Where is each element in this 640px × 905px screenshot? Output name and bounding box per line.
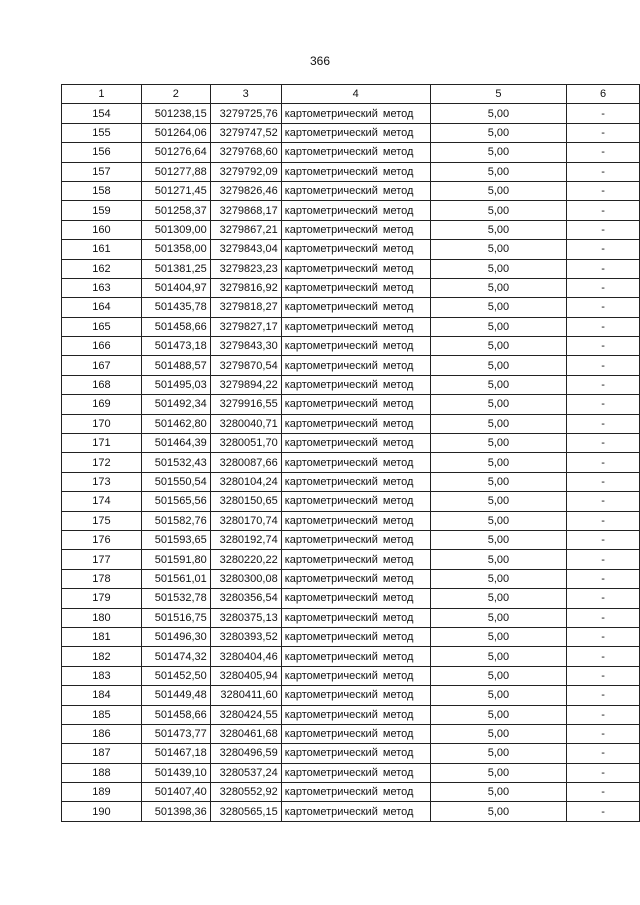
cell-y-coordinate: 3280461,68 [210, 724, 281, 743]
cell-y-coordinate: 3280300,08 [210, 569, 281, 588]
cell-x-coordinate: 501467,18 [141, 744, 210, 763]
table-row [62, 608, 640, 627]
cell-point-number: 165 [62, 317, 142, 336]
cell-point-number: 173 [62, 472, 142, 491]
cell-method: картометрический метод [281, 627, 430, 646]
cell-y-coordinate: 3280104,24 [210, 472, 281, 491]
cell-accuracy: 5,00 [430, 259, 567, 278]
table-row [62, 511, 640, 530]
cell-x-coordinate: 501593,65 [141, 530, 210, 549]
cell-accuracy: 5,00 [430, 356, 567, 375]
cell-point-number: 168 [62, 375, 142, 394]
cell-accuracy: 5,00 [430, 492, 567, 511]
cell-y-coordinate: 3279843,30 [210, 337, 281, 356]
cell-x-coordinate: 501550,54 [141, 472, 210, 491]
cell-accuracy: 5,00 [430, 530, 567, 549]
cell-note: - [567, 201, 640, 220]
cell-note: - [567, 375, 640, 394]
table-row [62, 569, 640, 588]
cell-y-coordinate: 3279870,54 [210, 356, 281, 375]
cell-point-number: 190 [62, 802, 142, 821]
cell-note: - [567, 763, 640, 782]
cell-y-coordinate: 3280537,24 [210, 763, 281, 782]
cell-accuracy: 5,00 [430, 181, 567, 200]
cell-method: картометрический метод [281, 724, 430, 743]
cell-x-coordinate: 501488,57 [141, 356, 210, 375]
cell-accuracy: 5,00 [430, 550, 567, 569]
table-row [62, 647, 640, 666]
cell-x-coordinate: 501264,06 [141, 123, 210, 142]
cell-note: - [567, 530, 640, 549]
col-header-point-number: 1 [62, 85, 142, 104]
cell-y-coordinate: 3280356,54 [210, 589, 281, 608]
cell-y-coordinate: 3280552,92 [210, 783, 281, 802]
cell-method: картометрический метод [281, 375, 430, 394]
cell-y-coordinate: 3280220,22 [210, 550, 281, 569]
table-row [62, 220, 640, 239]
table-body [62, 104, 640, 821]
cell-accuracy: 5,00 [430, 298, 567, 317]
cell-note: - [567, 123, 640, 142]
cell-note: - [567, 162, 640, 181]
cell-method: картометрический метод [281, 220, 430, 239]
cell-note: - [567, 744, 640, 763]
cell-method: картометрический метод [281, 550, 430, 569]
table-row [62, 550, 640, 569]
col-header-accuracy: 5 [430, 85, 567, 104]
cell-note: - [567, 724, 640, 743]
cell-y-coordinate: 3280087,66 [210, 453, 281, 472]
cell-method: картометрический метод [281, 530, 430, 549]
cell-note: - [567, 414, 640, 433]
cell-method: картометрический метод [281, 763, 430, 782]
cell-point-number: 171 [62, 434, 142, 453]
cell-x-coordinate: 501309,00 [141, 220, 210, 239]
cell-x-coordinate: 501496,30 [141, 627, 210, 646]
cell-y-coordinate: 3280192,74 [210, 530, 281, 549]
table-row [62, 705, 640, 724]
cell-x-coordinate: 501458,66 [141, 317, 210, 336]
cell-method: картометрический метод [281, 686, 430, 705]
cell-x-coordinate: 501495,03 [141, 375, 210, 394]
cell-note: - [567, 143, 640, 162]
cell-note: - [567, 550, 640, 569]
cell-x-coordinate: 501238,15 [141, 104, 210, 123]
cell-point-number: 158 [62, 181, 142, 200]
cell-point-number: 184 [62, 686, 142, 705]
cell-point-number: 177 [62, 550, 142, 569]
cell-accuracy: 5,00 [430, 783, 567, 802]
cell-x-coordinate: 501561,01 [141, 569, 210, 588]
cell-note: - [567, 627, 640, 646]
cell-note: - [567, 453, 640, 472]
cell-method: картометрический метод [281, 569, 430, 588]
cell-point-number: 172 [62, 453, 142, 472]
cell-x-coordinate: 501452,50 [141, 666, 210, 685]
cell-method: картометрический метод [281, 783, 430, 802]
cell-point-number: 175 [62, 511, 142, 530]
cell-point-number: 178 [62, 569, 142, 588]
cell-x-coordinate: 501492,34 [141, 395, 210, 414]
table-row [62, 492, 640, 511]
cell-point-number: 164 [62, 298, 142, 317]
cell-x-coordinate: 501277,88 [141, 162, 210, 181]
cell-x-coordinate: 501449,48 [141, 686, 210, 705]
cell-accuracy: 5,00 [430, 511, 567, 530]
cell-x-coordinate: 501532,78 [141, 589, 210, 608]
table-row [62, 802, 640, 821]
table-row [62, 744, 640, 763]
cell-note: - [567, 589, 640, 608]
cell-point-number: 156 [62, 143, 142, 162]
cell-note: - [567, 434, 640, 453]
cell-accuracy: 5,00 [430, 647, 567, 666]
cell-accuracy: 5,00 [430, 666, 567, 685]
cell-note: - [567, 492, 640, 511]
table-row [62, 472, 640, 491]
cell-point-number: 160 [62, 220, 142, 239]
cell-method: картометрический метод [281, 395, 430, 414]
table-row [62, 201, 640, 220]
cell-y-coordinate: 3279792,09 [210, 162, 281, 181]
cell-note: - [567, 783, 640, 802]
cell-y-coordinate: 3279816,92 [210, 278, 281, 297]
cell-method: картометрический метод [281, 472, 430, 491]
cell-method: картометрический метод [281, 356, 430, 375]
cell-note: - [567, 686, 640, 705]
cell-point-number: 157 [62, 162, 142, 181]
cell-point-number: 174 [62, 492, 142, 511]
cell-method: картометрический метод [281, 298, 430, 317]
cell-method: картометрический метод [281, 589, 430, 608]
cell-x-coordinate: 501458,66 [141, 705, 210, 724]
table-row [62, 724, 640, 743]
cell-x-coordinate: 501407,40 [141, 783, 210, 802]
cell-note: - [567, 569, 640, 588]
cell-x-coordinate: 501591,80 [141, 550, 210, 569]
cell-point-number: 162 [62, 259, 142, 278]
cell-y-coordinate: 3279868,17 [210, 201, 281, 220]
table-row [62, 666, 640, 685]
cell-accuracy: 5,00 [430, 724, 567, 743]
cell-note: - [567, 356, 640, 375]
cell-y-coordinate: 3280565,15 [210, 802, 281, 821]
table-row [62, 686, 640, 705]
cell-method: картометрический метод [281, 492, 430, 511]
cell-x-coordinate: 501276,64 [141, 143, 210, 162]
cell-y-coordinate: 3280405,94 [210, 666, 281, 685]
cell-accuracy: 5,00 [430, 201, 567, 220]
cell-y-coordinate: 3279867,21 [210, 220, 281, 239]
cell-accuracy: 5,00 [430, 589, 567, 608]
cell-method: картометрический метод [281, 240, 430, 259]
cell-method: картометрический метод [281, 143, 430, 162]
cell-accuracy: 5,00 [430, 744, 567, 763]
cell-point-number: 181 [62, 627, 142, 646]
cell-method: картометрический метод [281, 278, 430, 297]
table-header-row [62, 85, 640, 104]
cell-point-number: 155 [62, 123, 142, 142]
cell-accuracy: 5,00 [430, 240, 567, 259]
cell-method: картометрический метод [281, 608, 430, 627]
cell-y-coordinate: 3279827,17 [210, 317, 281, 336]
cell-x-coordinate: 501582,76 [141, 511, 210, 530]
table-row [62, 763, 640, 782]
cell-note: - [567, 104, 640, 123]
cell-accuracy: 5,00 [430, 472, 567, 491]
cell-accuracy: 5,00 [430, 569, 567, 588]
cell-note: - [567, 647, 640, 666]
cell-method: картометрический метод [281, 744, 430, 763]
cell-note: - [567, 395, 640, 414]
table-row [62, 783, 640, 802]
cell-method: картометрический метод [281, 104, 430, 123]
cell-method: картометрический метод [281, 123, 430, 142]
table-row [62, 434, 640, 453]
cell-accuracy: 5,00 [430, 278, 567, 297]
cell-method: картометрический метод [281, 337, 430, 356]
cell-method: картометрический метод [281, 259, 430, 278]
cell-method: картометрический метод [281, 647, 430, 666]
cell-y-coordinate: 3280150,65 [210, 492, 281, 511]
cell-x-coordinate: 501462,80 [141, 414, 210, 433]
cell-note: - [567, 472, 640, 491]
cell-y-coordinate: 3280404,46 [210, 647, 281, 666]
table-row [62, 375, 640, 394]
cell-y-coordinate: 3279823,23 [210, 259, 281, 278]
cell-point-number: 166 [62, 337, 142, 356]
cell-accuracy: 5,00 [430, 434, 567, 453]
cell-point-number: 188 [62, 763, 142, 782]
cell-point-number: 180 [62, 608, 142, 627]
cell-y-coordinate: 3279916,55 [210, 395, 281, 414]
cell-y-coordinate: 3280496,59 [210, 744, 281, 763]
table-row [62, 627, 640, 646]
cell-note: - [567, 181, 640, 200]
cell-accuracy: 5,00 [430, 705, 567, 724]
cell-point-number: 170 [62, 414, 142, 433]
cell-method: картометрический метод [281, 317, 430, 336]
cell-accuracy: 5,00 [430, 375, 567, 394]
cell-x-coordinate: 501439,10 [141, 763, 210, 782]
table-row [62, 123, 640, 142]
cell-note: - [567, 259, 640, 278]
table-row [62, 530, 640, 549]
cell-note: - [567, 608, 640, 627]
cell-accuracy: 5,00 [430, 627, 567, 646]
cell-y-coordinate: 3279818,27 [210, 298, 281, 317]
cell-accuracy: 5,00 [430, 123, 567, 142]
cell-accuracy: 5,00 [430, 104, 567, 123]
table-row [62, 414, 640, 433]
table-row [62, 259, 640, 278]
table-row [62, 395, 640, 414]
coordinates-table [61, 84, 640, 822]
cell-method: картометрический метод [281, 453, 430, 472]
cell-y-coordinate: 3280393,52 [210, 627, 281, 646]
cell-accuracy: 5,00 [430, 337, 567, 356]
cell-x-coordinate: 501565,56 [141, 492, 210, 511]
cell-x-coordinate: 501474,32 [141, 647, 210, 666]
cell-accuracy: 5,00 [430, 143, 567, 162]
cell-method: картометрический метод [281, 201, 430, 220]
cell-accuracy: 5,00 [430, 162, 567, 181]
cell-accuracy: 5,00 [430, 802, 567, 821]
cell-point-number: 161 [62, 240, 142, 259]
cell-x-coordinate: 501381,25 [141, 259, 210, 278]
cell-method: картометрический метод [281, 511, 430, 530]
cell-x-coordinate: 501464,39 [141, 434, 210, 453]
col-header-x-coordinate: 2 [141, 85, 210, 104]
cell-point-number: 154 [62, 104, 142, 123]
cell-x-coordinate: 501271,45 [141, 181, 210, 200]
cell-accuracy: 5,00 [430, 414, 567, 433]
table-row [62, 240, 640, 259]
page-number: 366 [309, 54, 331, 68]
cell-y-coordinate: 3280424,55 [210, 705, 281, 724]
cell-point-number: 167 [62, 356, 142, 375]
cell-x-coordinate: 501532,43 [141, 453, 210, 472]
cell-method: картометрический метод [281, 666, 430, 685]
table-row [62, 298, 640, 317]
col-header-y-coordinate: 3 [210, 85, 281, 104]
cell-accuracy: 5,00 [430, 763, 567, 782]
cell-note: - [567, 240, 640, 259]
cell-method: картометрический метод [281, 802, 430, 821]
cell-point-number: 183 [62, 666, 142, 685]
cell-note: - [567, 317, 640, 336]
cell-note: - [567, 705, 640, 724]
cell-x-coordinate: 501398,36 [141, 802, 210, 821]
table-row [62, 337, 640, 356]
cell-x-coordinate: 501404,97 [141, 278, 210, 297]
cell-note: - [567, 220, 640, 239]
cell-accuracy: 5,00 [430, 395, 567, 414]
cell-y-coordinate: 3279747,52 [210, 123, 281, 142]
cell-y-coordinate: 3279826,46 [210, 181, 281, 200]
cell-point-number: 186 [62, 724, 142, 743]
cell-accuracy: 5,00 [430, 453, 567, 472]
table-row [62, 453, 640, 472]
cell-x-coordinate: 501516,75 [141, 608, 210, 627]
table-row [62, 356, 640, 375]
cell-point-number: 189 [62, 783, 142, 802]
cell-y-coordinate: 3280375,13 [210, 608, 281, 627]
cell-y-coordinate: 3279768,60 [210, 143, 281, 162]
cell-y-coordinate: 3280170,74 [210, 511, 281, 530]
cell-y-coordinate: 3279725,76 [210, 104, 281, 123]
cell-method: картометрический метод [281, 414, 430, 433]
table-row [62, 317, 640, 336]
cell-point-number: 187 [62, 744, 142, 763]
cell-point-number: 169 [62, 395, 142, 414]
cell-method: картометрический метод [281, 705, 430, 724]
cell-note: - [567, 337, 640, 356]
cell-note: - [567, 802, 640, 821]
cell-y-coordinate: 3280040,71 [210, 414, 281, 433]
cell-note: - [567, 511, 640, 530]
cell-method: картометрический метод [281, 434, 430, 453]
cell-accuracy: 5,00 [430, 608, 567, 627]
cell-x-coordinate: 501358,00 [141, 240, 210, 259]
table-row [62, 162, 640, 181]
cell-y-coordinate: 3279843,04 [210, 240, 281, 259]
table-row [62, 589, 640, 608]
cell-note: - [567, 278, 640, 297]
cell-method: картометрический метод [281, 181, 430, 200]
cell-accuracy: 5,00 [430, 317, 567, 336]
cell-accuracy: 5,00 [430, 220, 567, 239]
cell-y-coordinate: 3280411,60 [210, 686, 281, 705]
cell-point-number: 179 [62, 589, 142, 608]
cell-x-coordinate: 501473,18 [141, 337, 210, 356]
table-row [62, 278, 640, 297]
cell-point-number: 163 [62, 278, 142, 297]
table-row [62, 181, 640, 200]
cell-note: - [567, 298, 640, 317]
col-header-method: 4 [281, 85, 430, 104]
cell-point-number: 176 [62, 530, 142, 549]
cell-point-number: 182 [62, 647, 142, 666]
cell-x-coordinate: 501258,37 [141, 201, 210, 220]
cell-x-coordinate: 501473,77 [141, 724, 210, 743]
cell-y-coordinate: 3280051,70 [210, 434, 281, 453]
cell-note: - [567, 666, 640, 685]
cell-point-number: 159 [62, 201, 142, 220]
cell-method: картометрический метод [281, 162, 430, 181]
cell-y-coordinate: 3279894,22 [210, 375, 281, 394]
cell-x-coordinate: 501435,78 [141, 298, 210, 317]
cell-point-number: 185 [62, 705, 142, 724]
table-row [62, 104, 640, 123]
col-header-note: 6 [567, 85, 640, 104]
table-row [62, 143, 640, 162]
cell-accuracy: 5,00 [430, 686, 567, 705]
